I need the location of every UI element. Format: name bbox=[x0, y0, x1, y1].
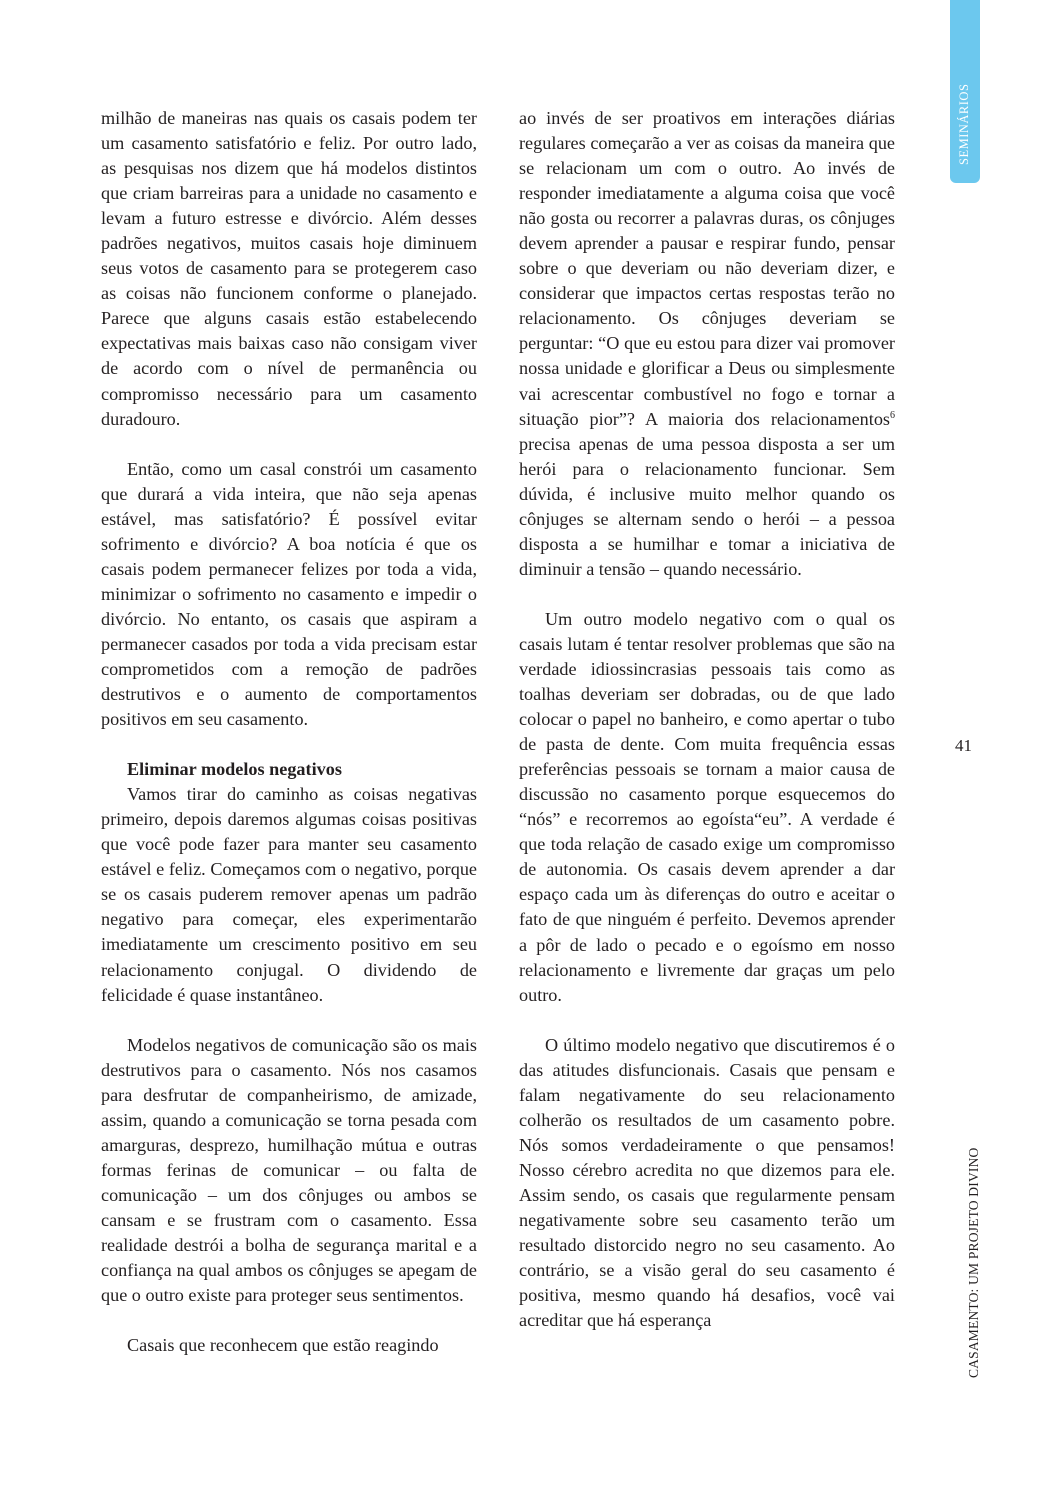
section-heading: Eliminar modelos negativos bbox=[127, 759, 342, 780]
section-tab-label: SEMINÁRIOS bbox=[957, 83, 971, 165]
right-column bbox=[519, 106, 895, 1333]
left-column bbox=[101, 106, 477, 1358]
paragraph: Casais que reconhecem que estão reagindo bbox=[127, 1335, 439, 1356]
paragraph-text: ao invés de ser proativos em interações diárias regulares começarão a ver as coisas da maneira que se relacionam um com o outro. Ao invés de responder imediatamente a alguma coisa que você não gosta ou recorrer a palavras duras, os cônjuges devem aprender a pausar e respirar fundo, pensar sobre o que deveriam ou não deveriam dizer, e considerar que impactos certas respostas terão no relacionamento. Os cônjuges deveriam se perguntar: “O que eu estou para dizer vai promover nossa unidade e glorificar a Deus ou simplesmente vai acrescentar combustível no fogo e tornar a situação pior”? A maioria dos relacionamentos bbox=[519, 108, 895, 429]
running-title: CASAMENTO: UM PROJETO DIVINO bbox=[966, 1147, 981, 1378]
paragraph: Um outro modelo negativo com o qual os casais lutam é tentar resolver problemas que são na verdade idiossincrasias pessoais tais como as toalhas deveriam ser dobradas, ou de que lado colocar o papel no banheiro, e como apertar o tubo de pasta de dente. Com muita frequência essas preferências pessoais se tornam a maior causa de discussão no casamento porque esquecemos do “nós” e recorremos ao egoísta“eu”. A verdade é que toda relação de casado exige um compromisso de autonomia. Os casais devem aprender a dar espaço cada um às diferenças do outro e aceitar o fato de que ninguém é perfeito. Devemos aprender a pôr de lado o pecado e o egoísmo em nosso relacionamento e livremente dar graças um pelo outro. bbox=[519, 608, 895, 1005]
page-number: 41 bbox=[955, 736, 972, 755]
paragraph: milhão de maneiras nas quais os casais podem ter um casamento satisfatório e feliz. Por outro lado, as pesquisas nos dizem que há modelos distintos que criam barreiras para a unidade no casamento e levam a futuro estresse e divórcio. Além desses padrões negativos, muitos casais hoje diminuem seus votos de casamento para se protegerem caso as coisas não funcionem conforme o planejado. Parece que alguns casais estão estabelecendo expectativas mais baixas caso não consigam viver de acordo com o nível de permanência ou compromisso necessário para um casamento duradouro. bbox=[101, 108, 477, 429]
paragraph bbox=[519, 106, 895, 582]
paragraph-text: precisa apenas de uma pessoa disposta a ser um herói para o relacionamento funcionar. Sem dúvida, é inclusive muito melhor quando os cônjuges se alternam sendo o herói – a pessoa disposta a se humilhar e tomar a iniciativa de diminuir a tensão – quando necessário. bbox=[519, 433, 895, 579]
paragraph: Vamos tirar do caminho as coisas negativas primeiro, depois daremos algumas coisas positivas que você pode fazer para manter seu casamento estável e feliz. Começamos com o negativo, porque se os casais puderem remover apenas um padrão negativo para começar, eles experimentarão imediatamente um crescimento positivo em seu relacionamento conjugal. O dividendo de felicidade é quase instantâneo. bbox=[101, 784, 477, 1005]
footnote-reference: 6 bbox=[890, 409, 895, 421]
paragraph: O último modelo negativo que discutiremos é o das atitudes disfuncionais. Casais que pensam e falam negativamente do seu relacionamento colherão os resultados de um casamento pobre. Nós somos verdadeiramente o que pensamos! Nosso cérebro acredita no que dizemos para ele. Assim sendo, os casais que regularmente pensam negativamente sobre seu casamento terão um resultado distorcido negro no seu casamento. Ao contrário, se a visão geral do seu casamento é positiva, mesmo quando há desafios, você vai acreditar que há esperança bbox=[519, 1034, 895, 1331]
paragraph: Modelos negativos de comunicação são os mais destrutivos para o casamento. Nós nos casamos para desfrutar de companheirismo, de amizade, assim, quando a comunicação se torna pesada com amarguras, desprezo, humilhação mútua e outras formas ferinas de comunicar – ou falta de comunicação – um dos cônjuges ou ambos se cansam e se frustram com o casamento. Essa realidade destrói a bolha de segurança marital e a confiança na qual ambos os cônjuges se apegam de que o outro existe para proteger seus sentimentos. bbox=[101, 1034, 477, 1306]
paragraph: Então, como um casal constrói um casamento que durará a vida inteira, que não seja apenas estável, mas satisfatório? É possível evitar sofrimento e divórcio? A boa notícia é que os casais podem permanecer felizes por toda a vida, minimizar o sofrimento no casamento e impedir o divórcio. No entanto, os casais que aspiram a permanecer casados por toda a vida precisam estar comprometidos com a remoção de padrões destrutivos e o aumento de comportamentos positivos em seu casamento. bbox=[101, 458, 477, 730]
